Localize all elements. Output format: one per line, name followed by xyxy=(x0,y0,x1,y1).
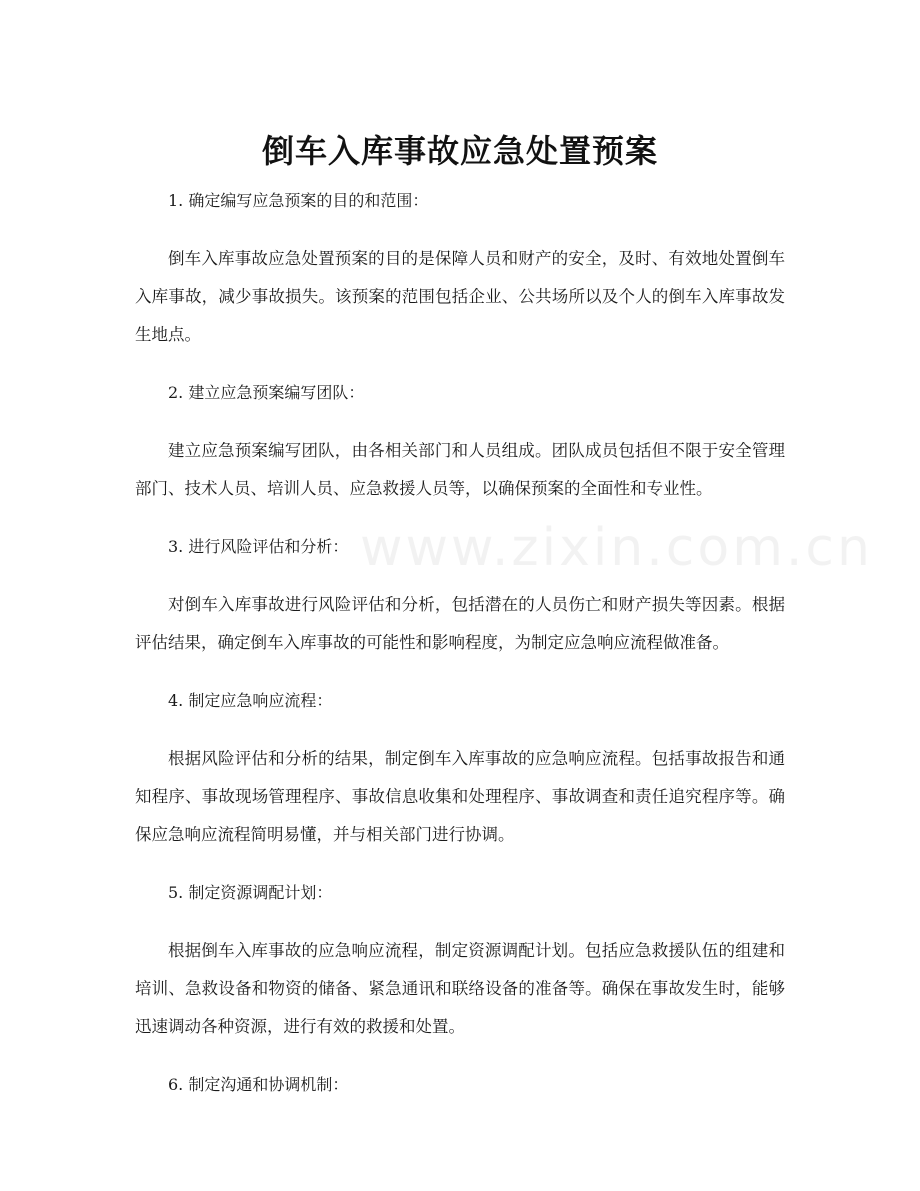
section-heading: 2. 建立应急预案编写团队： xyxy=(168,383,365,402)
section-1 xyxy=(135,182,785,354)
section-paragraph: 根据倒车入库事故的应急响应流程，制定资源调配计划。包括应急救援队伍的组建和培训、急救设备和物资的储备、紧急通讯和联络设备的准备等。确保在事故发生时，能够迅速调动各种资源，进行有效的救援和处置。 xyxy=(135,941,785,1036)
section-2 xyxy=(135,374,785,508)
section-paragraph: 根据风险评估和分析的结果，制定倒车入库事故的应急响应流程。包括事故报告和通知程序、事故现场管理程序、事故信息收集和处理程序、事故调查和责任追究程序等。确保应急响应流程简明易懂，并与相关部门进行协调。 xyxy=(135,749,785,844)
section-paragraph: 倒车入库事故应急处置预案的目的是保障人员和财产的安全，及时、有效地处置倒车入库事故，减少事故损失。该预案的范围包括企业、公共场所以及个人的倒车入库事故发生地点。 xyxy=(135,249,785,344)
section-5 xyxy=(135,874,785,1046)
section-3 xyxy=(135,528,785,662)
section-heading: 6. 制定沟通和协调机制： xyxy=(168,1075,349,1094)
document-title: 倒车入库事故应急处置预案 xyxy=(261,132,658,171)
section-heading: 3. 进行风险评估和分析： xyxy=(168,537,349,556)
document-body xyxy=(135,182,785,1124)
section-6 xyxy=(135,1066,785,1104)
section-paragraph: 建立应急预案编写团队，由各相关部门和人员组成。团队成员包括但不限于安全管理部门、技术人员、培训人员、应急救援人员等，以确保预案的全面性和专业性。 xyxy=(135,441,785,498)
section-heading: 1. 确定编写应急预案的目的和范围： xyxy=(168,191,429,210)
section-heading: 5. 制定资源调配计划： xyxy=(168,883,333,902)
section-4 xyxy=(135,682,785,854)
section-paragraph: 对倒车入库事故进行风险评估和分析，包括潜在的人员伤亡和财产损失等因素。根据评估结果，确定倒车入库事故的可能性和影响程度，为制定应急响应流程做准备。 xyxy=(135,595,785,652)
section-heading: 4. 制定应急响应流程： xyxy=(168,691,333,710)
watermark: www.zixin.com.cn xyxy=(360,518,873,578)
